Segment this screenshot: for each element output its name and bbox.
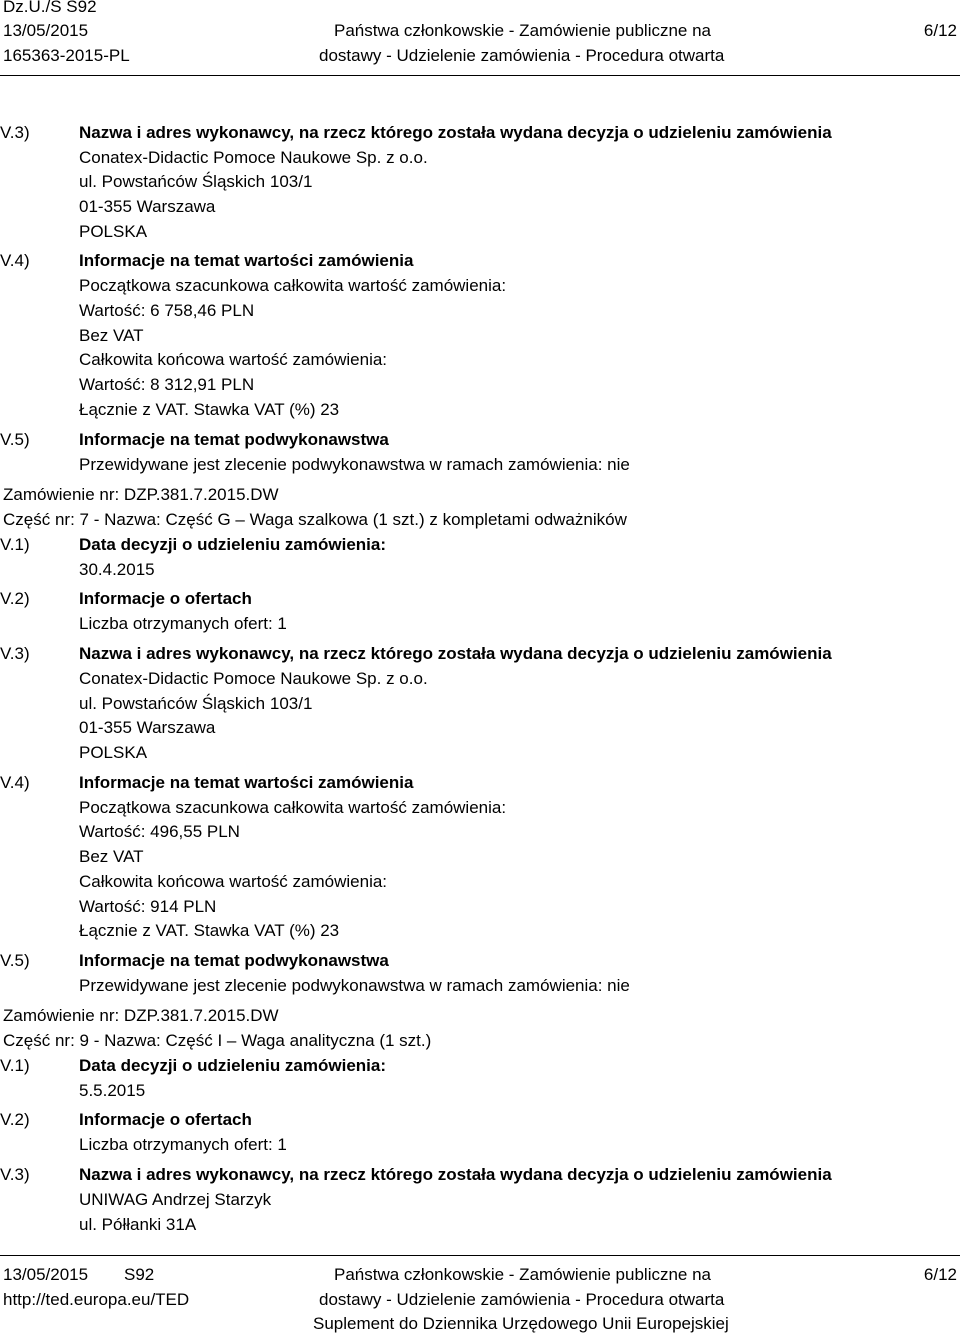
section-heading: Informacje na temat podwykonawstwa (79, 951, 389, 970)
final-vat: Łącznie z VAT. Stawka VAT (%) 23 (79, 400, 340, 419)
header-notice-ref: 165363-2015-PL (3, 46, 130, 65)
initial-value-label: Początkowa szacunkowa całkowita wartość zamówienia: (79, 798, 507, 817)
final-vat: Łącznie z VAT. Stawka VAT (%) 23 (79, 921, 340, 940)
header-page-number: 6/12 (923, 21, 957, 40)
footer-title-line3: Suplement do Dziennika Urzędowego Unii Europejskiej (313, 1314, 729, 1333)
decision-date: 30.4.2015 (79, 560, 155, 579)
offers-count: Liczba otrzymanych ofert: 1 (79, 614, 287, 633)
section-number: V.5) (0, 951, 30, 970)
section-heading: Informacje na temat wartości zamówienia (79, 251, 414, 270)
footer-title-line1: Państwa członkowskie - Zamówienie publiczne na (334, 1265, 712, 1284)
offers-count: Liczba otrzymanych ofert: 1 (79, 1135, 287, 1154)
section-heading: Data decyzji o udzieleniu zamówienia: (79, 1056, 387, 1075)
contractor-street: ul. Półłanki 31A (79, 1215, 197, 1234)
contractor-street: ul. Powstańców Śląskich 103/1 (79, 694, 313, 713)
contractor-city: 01-355 Warszawa (79, 718, 216, 737)
contractor-city: 01-355 Warszawa (79, 197, 216, 216)
section-number: V.4) (0, 773, 30, 792)
section-number: V.4) (0, 251, 30, 270)
final-value: Wartość: 8 312,91 PLN (79, 375, 255, 394)
section-number: V.3) (0, 644, 30, 663)
lot-name: Część nr: 7 - Nazwa: Część G – Waga szalkowa (1 szt.) z kompletami odważników (3, 510, 627, 529)
section-heading: Nazwa i adres wykonawcy, na rzecz którego została wydana decyzja o udzieleniu zamówienia (79, 123, 832, 142)
section-number: V.1) (0, 535, 30, 554)
section-heading: Informacje na temat podwykonawstwa (79, 430, 389, 449)
subcontracting-text: Przewidywane jest zlecenie podwykonawstwa w ramach zamówienia: nie (79, 455, 630, 474)
final-value-label: Całkowita końcowa wartość zamówienia: (79, 872, 388, 891)
footer-divider (0, 1255, 960, 1256)
contractor-country: POLSKA (79, 222, 148, 241)
section-heading: Nazwa i adres wykonawcy, na rzecz którego została wydana decyzja o udzieleniu zamówienia (79, 1165, 832, 1184)
section-heading: Data decyzji o udzieleniu zamówienia: (79, 535, 387, 554)
footer-url[interactable]: http://ted.europa.eu/TED (3, 1290, 190, 1309)
section-number: V.3) (0, 1165, 30, 1184)
initial-value: Wartość: 496,55 PLN (79, 822, 240, 841)
header-date: 13/05/2015 (3, 21, 89, 40)
contractor-name: Conatex-Didactic Pomoce Naukowe Sp. z o.o. (79, 148, 428, 167)
section-number: V.1) (0, 1056, 30, 1075)
section-heading: Informacje na temat wartości zamówienia (79, 773, 414, 792)
section-heading: Nazwa i adres wykonawcy, na rzecz którego została wydana decyzja o udzieleniu zamówienia (79, 644, 832, 663)
contractor-name: Conatex-Didactic Pomoce Naukowe Sp. z o.o. (79, 669, 428, 688)
contractor-name: UNIWAG Andrzej Starzyk (79, 1190, 272, 1209)
initial-vat: Bez VAT (79, 326, 144, 345)
initial-value-label: Początkowa szacunkowa całkowita wartość zamówienia: (79, 276, 507, 295)
subcontracting-text: Przewidywane jest zlecenie podwykonawstwa w ramach zamówienia: nie (79, 976, 630, 995)
decision-date: 5.5.2015 (79, 1081, 146, 1100)
header-title-line2: dostawy - Udzielenie zamówienia - Procedura otwarta (319, 46, 725, 65)
order-number: Zamówienie nr: DZP.381.7.2015.DW (3, 485, 279, 504)
lot-name: Część nr: 9 - Nazwa: Część I – Waga analityczna (1 szt.) (3, 1031, 432, 1050)
section-heading: Informacje o ofertach (79, 589, 252, 608)
footer-issue: S92 (124, 1265, 155, 1284)
section-heading: Informacje o ofertach (79, 1110, 252, 1129)
contractor-street: ul. Powstańców Śląskich 103/1 (79, 172, 313, 191)
section-number: V.5) (0, 430, 30, 449)
initial-vat: Bez VAT (79, 847, 144, 866)
initial-value: Wartość: 6 758,46 PLN (79, 301, 255, 320)
header-title-line1: Państwa członkowskie - Zamówienie publiczne na (334, 21, 712, 40)
header-divider (0, 75, 960, 76)
footer-page-number: 6/12 (923, 1265, 957, 1284)
section-number: V.3) (0, 123, 30, 142)
journal-ref: Dz.U./S S92 (3, 0, 97, 16)
final-value-label: Całkowita końcowa wartość zamówienia: (79, 350, 388, 369)
order-number: Zamówienie nr: DZP.381.7.2015.DW (3, 1006, 279, 1025)
contractor-country: POLSKA (79, 743, 148, 762)
section-number: V.2) (0, 589, 30, 608)
final-value: Wartość: 914 PLN (79, 897, 217, 916)
footer-title-line2: dostawy - Udzielenie zamówienia - Procedura otwarta (319, 1290, 725, 1309)
footer-date: 13/05/2015 (3, 1265, 89, 1284)
section-number: V.2) (0, 1110, 30, 1129)
